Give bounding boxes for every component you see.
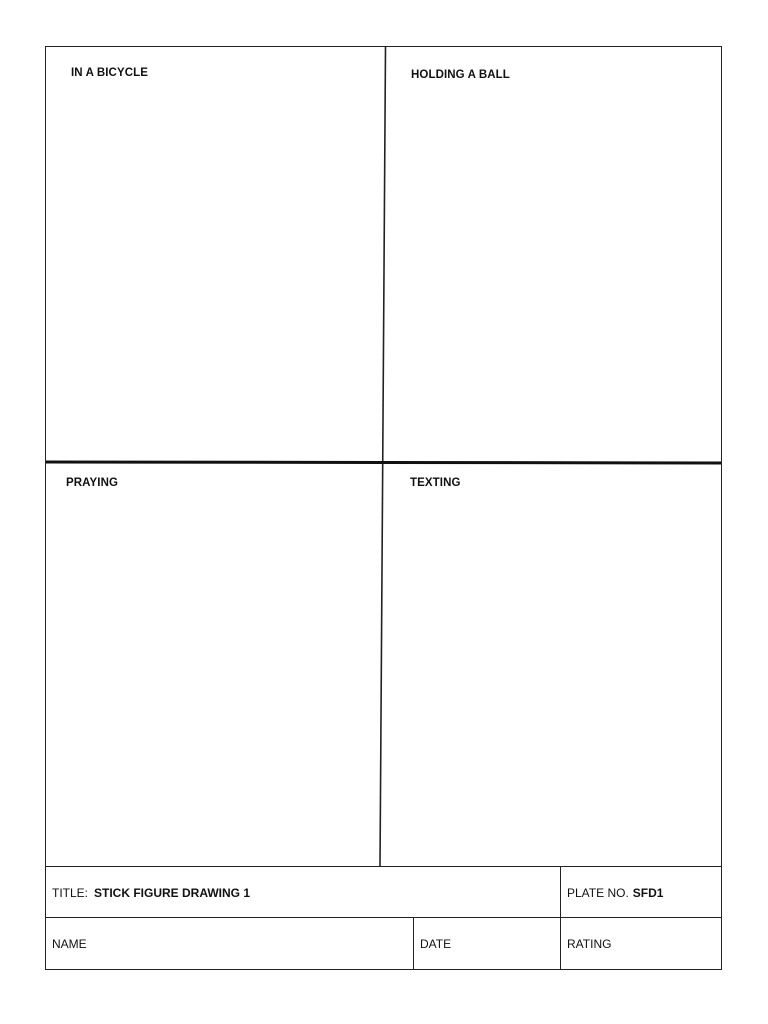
plate-label: PLATE NO.: [567, 885, 629, 900]
title-cell: [46, 867, 560, 918]
title-block: [46, 866, 721, 969]
title-block-row-title: [46, 866, 721, 918]
date-cell: [413, 918, 560, 969]
quadrant-label-bottom-left: PRAYING: [66, 477, 119, 489]
quadrant-label-bottom-right: TEXTING: [410, 477, 461, 489]
name-label: NAME: [52, 936, 87, 951]
rating-label: RATING: [567, 936, 612, 951]
quadrant-grid-lines: [46, 47, 723, 867]
drawing-sheet: [45, 46, 722, 970]
rating-cell: [560, 918, 721, 969]
quadrant-label-top-left: IN A BICYCLE: [71, 67, 149, 79]
title-block-row-info: [46, 917, 721, 969]
plate-value: SFD1: [632, 885, 664, 900]
name-cell: [46, 918, 413, 969]
date-label: DATE: [420, 936, 452, 951]
horizontal-divider-line: [46, 462, 721, 463]
title-value: STICK FIGURE DRAWING 1: [94, 885, 251, 900]
quadrant-label-top-right: HOLDING A BALL: [411, 69, 510, 81]
vertical-divider-line: [380, 47, 386, 867]
plate-cell: [560, 867, 721, 918]
title-label: TITLE:: [52, 885, 89, 900]
